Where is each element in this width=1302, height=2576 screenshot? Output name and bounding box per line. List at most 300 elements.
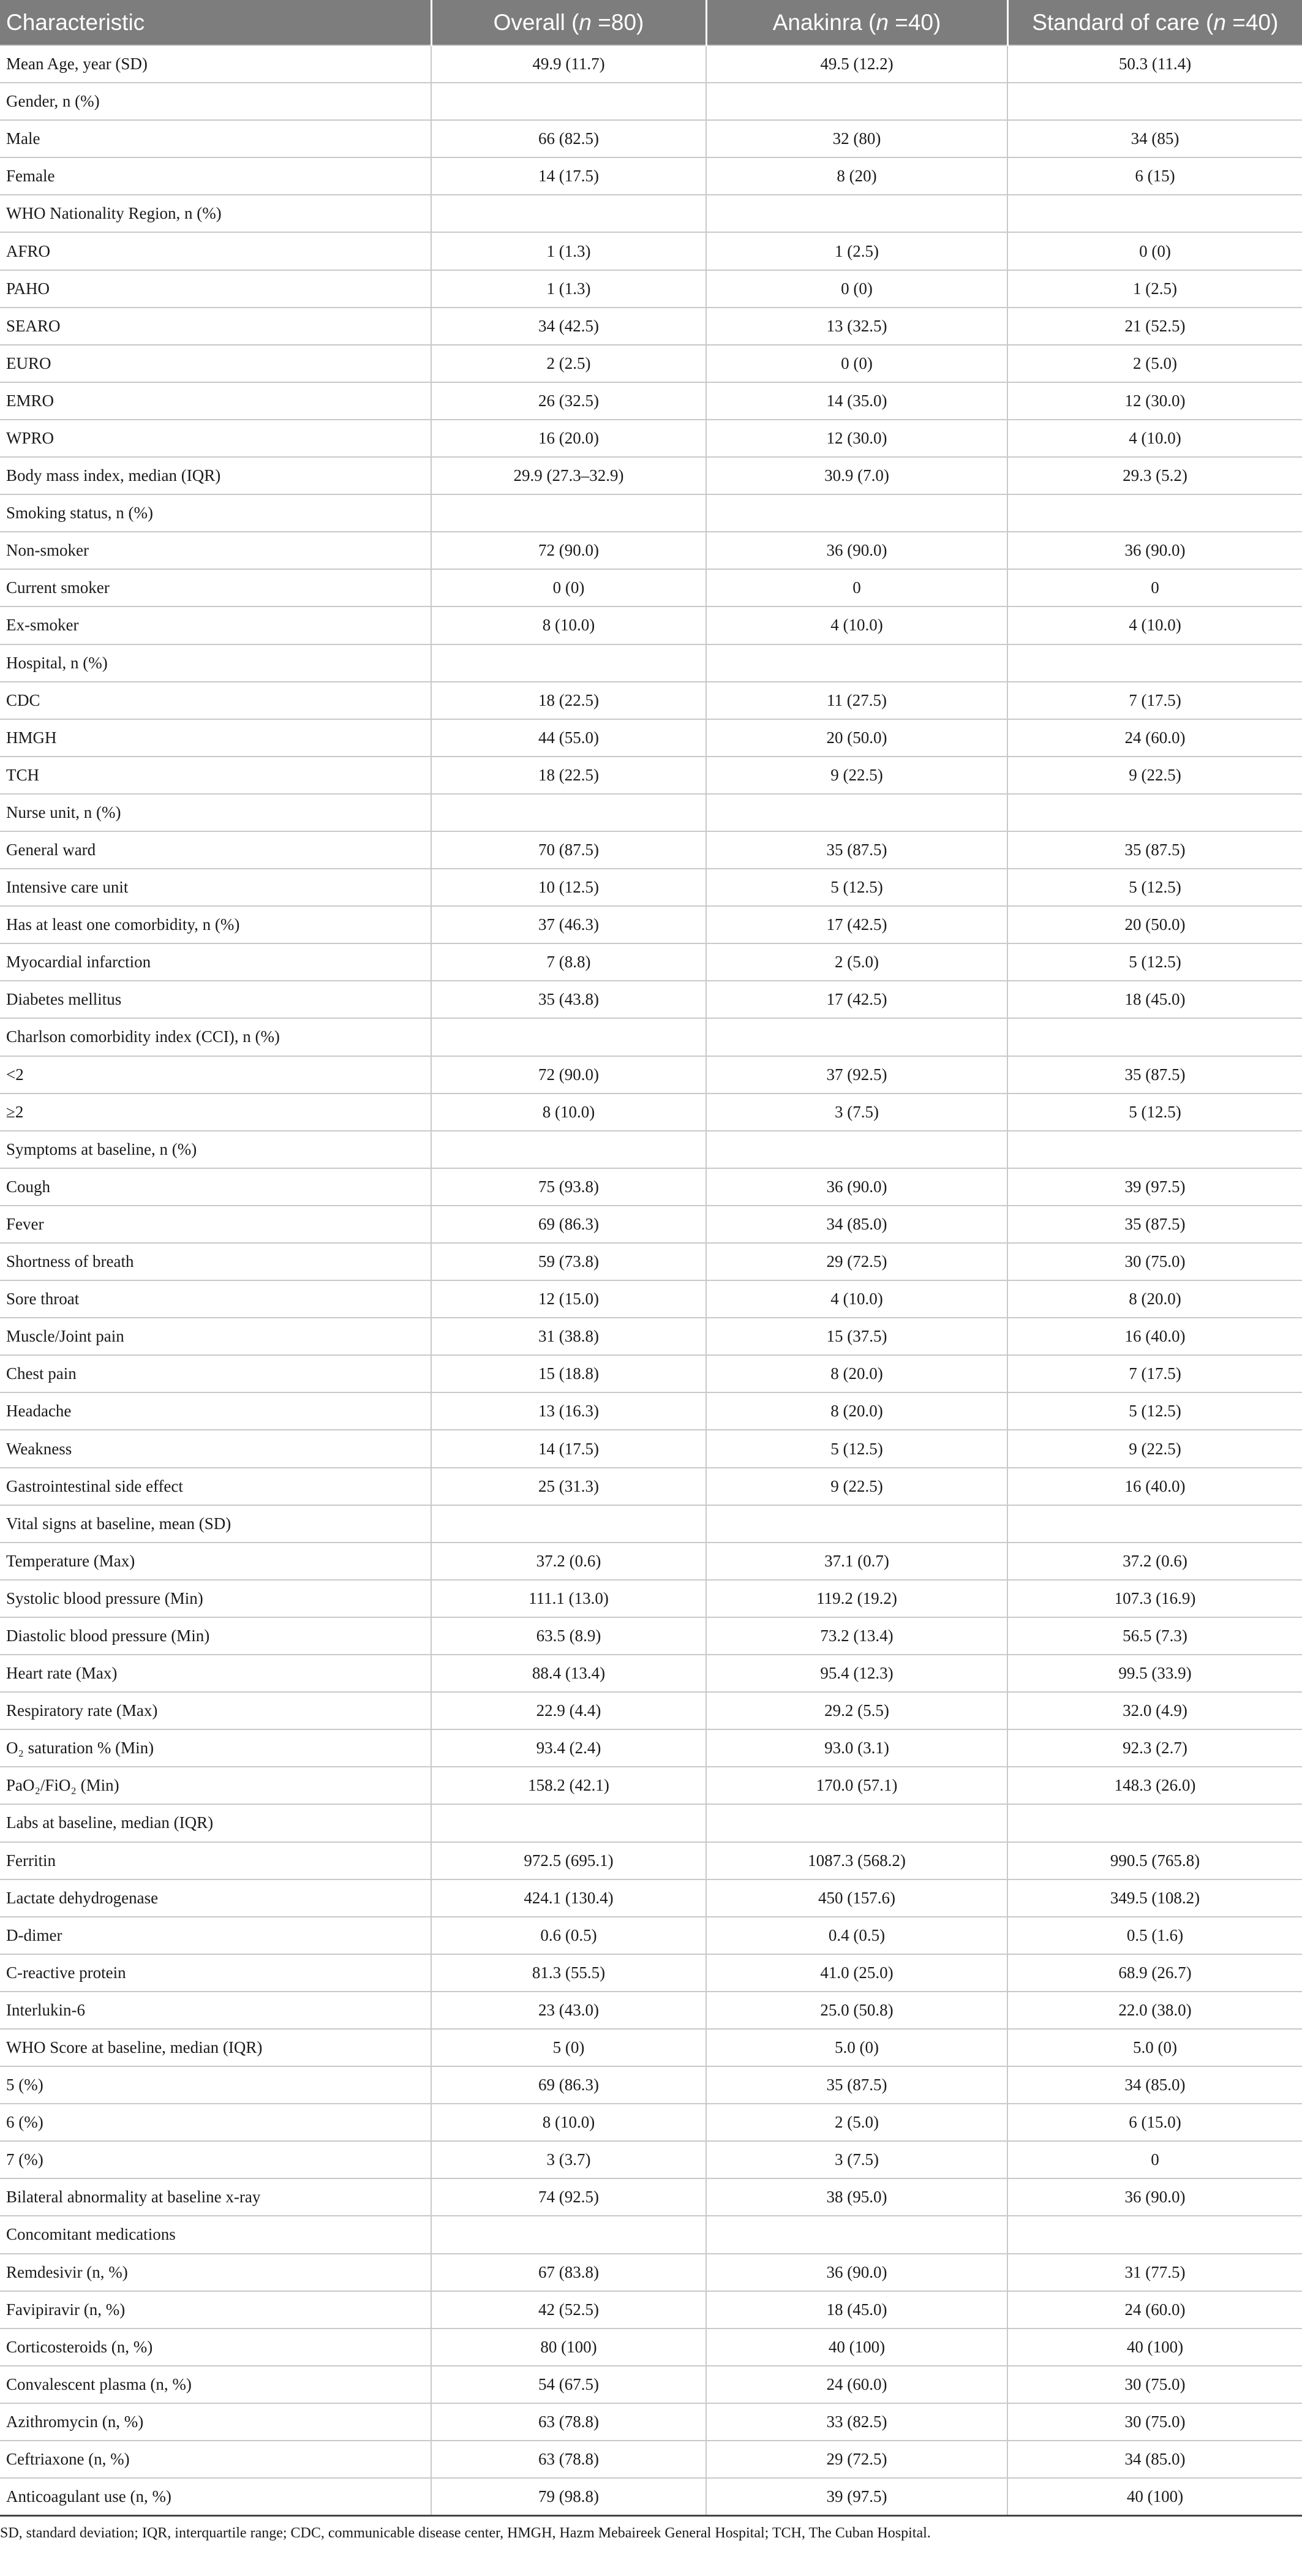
table-row: [0, 1056, 1302, 1093]
cell-overall: 35 (43.8): [431, 981, 706, 1018]
cell-anakinra: 29 (72.5): [706, 2441, 1007, 2478]
cell-anakinra: [706, 494, 1007, 532]
cell-overall: [431, 494, 706, 532]
cell-standard-of-care: 4 (10.0): [1007, 606, 1302, 644]
cell-anakinra: 41.0 (25.0): [706, 1954, 1007, 1992]
cell-overall: 8 (10.0): [431, 2104, 706, 2141]
cell-standard-of-care: 990.5 (765.8): [1007, 1842, 1302, 1879]
cell-overall: 63.5 (8.9): [431, 1617, 706, 1655]
cell-characteristic: WHO Score at baseline, median (IQR): [0, 2029, 431, 2066]
cell-standard-of-care: [1007, 1131, 1302, 1168]
cell-characteristic: Convalescent plasma (n, %): [0, 2366, 431, 2403]
table-row: [0, 1954, 1302, 1992]
cell-overall: [431, 1018, 706, 1056]
cell-overall: 5 (0): [431, 2029, 706, 2066]
table-row: [0, 2291, 1302, 2329]
cell-standard-of-care: 1 (2.5): [1007, 270, 1302, 308]
cell-characteristic: Cough: [0, 1168, 431, 1206]
cell-anakinra: 13 (32.5): [706, 308, 1007, 345]
cell-standard-of-care: 4 (10.0): [1007, 420, 1302, 457]
cell-characteristic: Systolic blood pressure (Min): [0, 1580, 431, 1617]
cell-standard-of-care: 68.9 (26.7): [1007, 1954, 1302, 1992]
cell-characteristic: Chest pain: [0, 1355, 431, 1392]
cell-anakinra: 11 (27.5): [706, 682, 1007, 719]
cell-characteristic: AFRO: [0, 232, 431, 270]
cell-standard-of-care: 35 (87.5): [1007, 1056, 1302, 1093]
cell-standard-of-care: 349.5 (108.2): [1007, 1879, 1302, 1917]
cell-standard-of-care: 37.2 (0.6): [1007, 1543, 1302, 1580]
table-row: [0, 157, 1302, 195]
cell-standard-of-care: 16 (40.0): [1007, 1318, 1302, 1355]
cell-anakinra: 4 (10.0): [706, 606, 1007, 644]
table-row: [0, 2254, 1302, 2291]
cell-standard-of-care: [1007, 195, 1302, 232]
table-row: [0, 757, 1302, 794]
cell-characteristic: 6 (%): [0, 2104, 431, 2141]
cell-standard-of-care: [1007, 1804, 1302, 1841]
table-row: [0, 2029, 1302, 2066]
cell-standard-of-care: [1007, 1018, 1302, 1056]
cell-anakinra: 35 (87.5): [706, 831, 1007, 869]
cell-overall: 37 (46.3): [431, 906, 706, 943]
cell-anakinra: 20 (50.0): [706, 719, 1007, 757]
cell-standard-of-care: 16 (40.0): [1007, 1468, 1302, 1505]
cell-characteristic: Myocardial infarction: [0, 943, 431, 981]
cell-characteristic: Diabetes mellitus: [0, 981, 431, 1018]
cell-overall: 0 (0): [431, 569, 706, 606]
cell-standard-of-care: 56.5 (7.3): [1007, 1617, 1302, 1655]
table-header: [0, 0, 1302, 45]
cell-characteristic: Anticoagulant use (n, %): [0, 2478, 431, 2515]
cell-standard-of-care: 18 (45.0): [1007, 981, 1302, 1018]
cell-standard-of-care: 0: [1007, 2141, 1302, 2178]
cell-anakinra: [706, 1131, 1007, 1168]
cell-standard-of-care: 30 (75.0): [1007, 2366, 1302, 2403]
cell-anakinra: 24 (60.0): [706, 2366, 1007, 2403]
cell-standard-of-care: 21 (52.5): [1007, 308, 1302, 345]
table-row: [0, 1318, 1302, 1355]
table-row: [0, 494, 1302, 532]
cell-anakinra: 25.0 (50.8): [706, 1992, 1007, 2029]
table-row: [0, 345, 1302, 382]
table-row: [0, 1206, 1302, 1243]
table-row: [0, 2104, 1302, 2141]
cell-anakinra: 29.2 (5.5): [706, 1692, 1007, 1729]
cell-characteristic: Gender, n (%): [0, 83, 431, 120]
cell-characteristic: Sore throat: [0, 1280, 431, 1318]
cell-standard-of-care: 5 (12.5): [1007, 1093, 1302, 1131]
cell-anakinra: 0.4 (0.5): [706, 1917, 1007, 1954]
cell-overall: 67 (83.8): [431, 2254, 706, 2291]
table-row: [0, 719, 1302, 757]
cell-standard-of-care: 9 (22.5): [1007, 1430, 1302, 1467]
table-row: [0, 981, 1302, 1018]
table-row: [0, 2178, 1302, 2216]
cell-characteristic: EMRO: [0, 382, 431, 420]
table-row: [0, 270, 1302, 308]
cell-anakinra: 15 (37.5): [706, 1318, 1007, 1355]
cell-characteristic: HMGH: [0, 719, 431, 757]
cell-characteristic: O₂ saturation % (Min): [0, 1729, 431, 1767]
cell-anakinra: 450 (157.6): [706, 1879, 1007, 1917]
cell-standard-of-care: 34 (85): [1007, 120, 1302, 157]
cell-anakinra: 4 (10.0): [706, 1280, 1007, 1318]
cell-anakinra: 18 (45.0): [706, 2291, 1007, 2329]
cell-overall: 14 (17.5): [431, 1430, 706, 1467]
cell-characteristic: Symptoms at baseline, n (%): [0, 1131, 431, 1168]
cell-characteristic: Interlukin-6: [0, 1992, 431, 2029]
header-characteristic: Characteristic: [0, 0, 431, 45]
cell-standard-of-care: 6 (15.0): [1007, 2104, 1302, 2141]
cell-standard-of-care: 20 (50.0): [1007, 906, 1302, 943]
cell-standard-of-care: [1007, 644, 1302, 682]
cell-standard-of-care: 5.0 (0): [1007, 2029, 1302, 2066]
cell-anakinra: 0 (0): [706, 345, 1007, 382]
cell-anakinra: 49.5 (12.2): [706, 45, 1007, 83]
cell-overall: 79 (98.8): [431, 2478, 706, 2515]
cell-characteristic: Corticosteroids (n, %): [0, 2329, 431, 2366]
cell-overall: 29.9 (27.3–32.9): [431, 457, 706, 494]
cell-characteristic: Smoking status, n (%): [0, 494, 431, 532]
cell-overall: [431, 1131, 706, 1168]
table-row: [0, 1093, 1302, 1131]
table-row: [0, 606, 1302, 644]
cell-overall: 13 (16.3): [431, 1392, 706, 1430]
cell-overall: 74 (92.5): [431, 2178, 706, 2216]
table-row: [0, 2441, 1302, 2478]
cell-anakinra: 73.2 (13.4): [706, 1617, 1007, 1655]
cell-characteristic: Lactate dehydrogenase: [0, 1879, 431, 1917]
cell-characteristic: PaO₂/FiO₂ (Min): [0, 1767, 431, 1804]
cell-overall: [431, 195, 706, 232]
table-row: [0, 1842, 1302, 1879]
table-row: [0, 1505, 1302, 1543]
cell-characteristic: Ceftriaxone (n, %): [0, 2441, 431, 2478]
cell-overall: 66 (82.5): [431, 120, 706, 157]
cell-anakinra: 36 (90.0): [706, 2254, 1007, 2291]
cell-standard-of-care: 148.3 (26.0): [1007, 1767, 1302, 1804]
cell-standard-of-care: 5 (12.5): [1007, 869, 1302, 906]
cell-standard-of-care: 36 (90.0): [1007, 2178, 1302, 2216]
cell-standard-of-care: 30 (75.0): [1007, 1243, 1302, 1280]
cell-anakinra: 5.0 (0): [706, 2029, 1007, 2066]
cell-standard-of-care: 7 (17.5): [1007, 1355, 1302, 1392]
cell-anakinra: 29 (72.5): [706, 1243, 1007, 1280]
cell-overall: 972.5 (695.1): [431, 1842, 706, 1879]
cell-characteristic: <2: [0, 1056, 431, 1093]
cell-characteristic: Ferritin: [0, 1842, 431, 1879]
cell-anakinra: [706, 644, 1007, 682]
table-row: [0, 1917, 1302, 1954]
cell-anakinra: 0 (0): [706, 270, 1007, 308]
table-row: [0, 1879, 1302, 1917]
cell-overall: 424.1 (130.4): [431, 1879, 706, 1917]
cell-overall: [431, 1804, 706, 1841]
cell-anakinra: 39 (97.5): [706, 2478, 1007, 2515]
cell-overall: 31 (38.8): [431, 1318, 706, 1355]
table-row: [0, 1692, 1302, 1729]
cell-anakinra: 35 (87.5): [706, 2066, 1007, 2104]
cell-anakinra: 5 (12.5): [706, 1430, 1007, 1467]
table-row: [0, 532, 1302, 569]
table-row: [0, 2066, 1302, 2104]
cell-standard-of-care: 7 (17.5): [1007, 682, 1302, 719]
cell-overall: 63 (78.8): [431, 2403, 706, 2441]
cell-characteristic: Labs at baseline, median (IQR): [0, 1804, 431, 1841]
cell-standard-of-care: 39 (97.5): [1007, 1168, 1302, 1206]
cell-overall: 63 (78.8): [431, 2441, 706, 2478]
cell-characteristic: Non-smoker: [0, 532, 431, 569]
cell-anakinra: 1 (2.5): [706, 232, 1007, 270]
cell-anakinra: 17 (42.5): [706, 981, 1007, 1018]
cell-standard-of-care: 30 (75.0): [1007, 2403, 1302, 2441]
cell-characteristic: Nurse unit, n (%): [0, 794, 431, 831]
table-row: [0, 2403, 1302, 2441]
table-row: [0, 1430, 1302, 1467]
cell-anakinra: [706, 794, 1007, 831]
cell-characteristic: D-dimer: [0, 1917, 431, 1954]
cell-overall: 1 (1.3): [431, 232, 706, 270]
cell-characteristic: Heart rate (Max): [0, 1655, 431, 1692]
cell-overall: 15 (18.8): [431, 1355, 706, 1392]
table-row: [0, 1355, 1302, 1392]
cell-anakinra: 14 (35.0): [706, 382, 1007, 420]
cell-characteristic: PAHO: [0, 270, 431, 308]
cell-overall: 69 (86.3): [431, 2066, 706, 2104]
cell-anakinra: [706, 195, 1007, 232]
cell-overall: 111.1 (13.0): [431, 1580, 706, 1617]
cell-anakinra: 8 (20.0): [706, 1392, 1007, 1430]
cell-anakinra: 38 (95.0): [706, 2178, 1007, 2216]
cell-anakinra: 9 (22.5): [706, 1468, 1007, 1505]
cell-standard-of-care: 5 (12.5): [1007, 943, 1302, 981]
table-row: [0, 195, 1302, 232]
cell-characteristic: Muscle/Joint pain: [0, 1318, 431, 1355]
cell-overall: 18 (22.5): [431, 682, 706, 719]
table-row: [0, 2478, 1302, 2515]
cell-anakinra: 32 (80): [706, 120, 1007, 157]
cell-standard-of-care: 34 (85.0): [1007, 2441, 1302, 2478]
cell-standard-of-care: 34 (85.0): [1007, 2066, 1302, 2104]
table-row: [0, 1580, 1302, 1617]
cell-characteristic: Weakness: [0, 1430, 431, 1467]
cell-anakinra: [706, 1505, 1007, 1543]
header-row: [0, 0, 1302, 45]
cell-characteristic: Female: [0, 157, 431, 195]
cell-standard-of-care: 40 (100): [1007, 2329, 1302, 2366]
cell-characteristic: WHO Nationality Region, n (%): [0, 195, 431, 232]
table-row: [0, 45, 1302, 83]
cell-standard-of-care: 35 (87.5): [1007, 831, 1302, 869]
cell-characteristic: Mean Age, year (SD): [0, 45, 431, 83]
cell-standard-of-care: 0.5 (1.6): [1007, 1917, 1302, 1954]
table-row: [0, 1767, 1302, 1804]
table-row: [0, 382, 1302, 420]
cell-characteristic: Hospital, n (%): [0, 644, 431, 682]
cell-characteristic: WPRO: [0, 420, 431, 457]
cell-anakinra: [706, 1804, 1007, 1841]
cell-standard-of-care: 8 (20.0): [1007, 1280, 1302, 1318]
cell-characteristic: Intensive care unit: [0, 869, 431, 906]
cell-anakinra: 34 (85.0): [706, 1206, 1007, 1243]
table-row: [0, 232, 1302, 270]
cell-overall: 34 (42.5): [431, 308, 706, 345]
cell-standard-of-care: 92.3 (2.7): [1007, 1729, 1302, 1767]
cell-anakinra: 5 (12.5): [706, 869, 1007, 906]
cell-anakinra: 36 (90.0): [706, 532, 1007, 569]
cell-overall: 70 (87.5): [431, 831, 706, 869]
cell-characteristic: Male: [0, 120, 431, 157]
cell-standard-of-care: 5 (12.5): [1007, 1392, 1302, 1430]
table-row: [0, 2366, 1302, 2403]
cell-characteristic: Body mass index, median (IQR): [0, 457, 431, 494]
cell-overall: [431, 83, 706, 120]
cell-overall: 75 (93.8): [431, 1168, 706, 1206]
cell-characteristic: C-reactive protein: [0, 1954, 431, 1992]
cell-standard-of-care: 40 (100): [1007, 2478, 1302, 2515]
table-row: [0, 420, 1302, 457]
cell-standard-of-care: [1007, 1505, 1302, 1543]
cell-overall: 7 (8.8): [431, 943, 706, 981]
cell-anakinra: 17 (42.5): [706, 906, 1007, 943]
cell-characteristic: CDC: [0, 682, 431, 719]
table-row: [0, 1280, 1302, 1318]
cell-standard-of-care: 24 (60.0): [1007, 2291, 1302, 2329]
cell-anakinra: 30.9 (7.0): [706, 457, 1007, 494]
cell-anakinra: [706, 2216, 1007, 2253]
cell-anakinra: 9 (22.5): [706, 757, 1007, 794]
cell-anakinra: 119.2 (19.2): [706, 1580, 1007, 1617]
cell-characteristic: Azithromycin (n, %): [0, 2403, 431, 2441]
cell-characteristic: 5 (%): [0, 2066, 431, 2104]
table-row: [0, 906, 1302, 943]
table-row: [0, 569, 1302, 606]
cell-standard-of-care: 99.5 (33.9): [1007, 1655, 1302, 1692]
table-row: [0, 1243, 1302, 1280]
cell-overall: 54 (67.5): [431, 2366, 706, 2403]
cell-standard-of-care: [1007, 794, 1302, 831]
table-row: [0, 308, 1302, 345]
cell-overall: 1 (1.3): [431, 270, 706, 308]
cell-standard-of-care: 9 (22.5): [1007, 757, 1302, 794]
cell-overall: 26 (32.5): [431, 382, 706, 420]
cell-characteristic: ≥2: [0, 1093, 431, 1131]
cell-characteristic: Bilateral abnormality at baseline x-ray: [0, 2178, 431, 2216]
cell-anakinra: 37 (92.5): [706, 1056, 1007, 1093]
header-overall: Overall (n =80): [431, 0, 706, 45]
cell-standard-of-care: 35 (87.5): [1007, 1206, 1302, 1243]
cell-overall: 59 (73.8): [431, 1243, 706, 1280]
cell-characteristic: Fever: [0, 1206, 431, 1243]
cell-standard-of-care: 0: [1007, 569, 1302, 606]
cell-standard-of-care: 50.3 (11.4): [1007, 45, 1302, 83]
table-body: [0, 45, 1302, 2515]
table-row: [0, 1729, 1302, 1767]
table-row: [0, 2329, 1302, 2366]
cell-overall: 25 (31.3): [431, 1468, 706, 1505]
table-row: [0, 1018, 1302, 1056]
header-standard-of-care: Standard of care (n =40): [1032, 9, 1279, 35]
cell-characteristic: Remdesivir (n, %): [0, 2254, 431, 2291]
cell-anakinra: 170.0 (57.1): [706, 1767, 1007, 1804]
cell-anakinra: 93.0 (3.1): [706, 1729, 1007, 1767]
cell-anakinra: 8 (20.0): [706, 1355, 1007, 1392]
cell-characteristic: Temperature (Max): [0, 1543, 431, 1580]
cell-overall: 0.6 (0.5): [431, 1917, 706, 1954]
cell-overall: 72 (90.0): [431, 532, 706, 569]
cell-overall: 23 (43.0): [431, 1992, 706, 2029]
cell-overall: 14 (17.5): [431, 157, 706, 195]
cell-overall: 12 (15.0): [431, 1280, 706, 1318]
cell-anakinra: 3 (7.5): [706, 1093, 1007, 1131]
table-row: [0, 1655, 1302, 1692]
table-row: [0, 1543, 1302, 1580]
cell-standard-of-care: [1007, 494, 1302, 532]
cell-standard-of-care: 36 (90.0): [1007, 532, 1302, 569]
cell-overall: 2 (2.5): [431, 345, 706, 382]
table-row: [0, 1468, 1302, 1505]
cell-overall: 49.9 (11.7): [431, 45, 706, 83]
table-row: [0, 644, 1302, 682]
table-row: [0, 794, 1302, 831]
cell-characteristic: Current smoker: [0, 569, 431, 606]
cell-overall: 37.2 (0.6): [431, 1543, 706, 1580]
cell-characteristic: Vital signs at baseline, mean (SD): [0, 1505, 431, 1543]
cell-characteristic: Headache: [0, 1392, 431, 1430]
table-row: [0, 2141, 1302, 2178]
cell-anakinra: [706, 83, 1007, 120]
cell-overall: 81.3 (55.5): [431, 1954, 706, 1992]
cell-anakinra: 95.4 (12.3): [706, 1655, 1007, 1692]
table-row: [0, 2216, 1302, 2253]
table-row: [0, 1617, 1302, 1655]
cell-standard-of-care: 32.0 (4.9): [1007, 1692, 1302, 1729]
cell-anakinra: 8 (20): [706, 157, 1007, 195]
cell-characteristic: Gastrointestinal side effect: [0, 1468, 431, 1505]
table-row: [0, 943, 1302, 981]
cell-characteristic: TCH: [0, 757, 431, 794]
cell-overall: 44 (55.0): [431, 719, 706, 757]
cell-characteristic: Concomitant medications: [0, 2216, 431, 2253]
cell-standard-of-care: 2 (5.0): [1007, 345, 1302, 382]
cell-overall: 72 (90.0): [431, 1056, 706, 1093]
cell-overall: 93.4 (2.4): [431, 1729, 706, 1767]
cell-characteristic: Has at least one comorbidity, n (%): [0, 906, 431, 943]
table-row: [0, 83, 1302, 120]
cell-overall: 69 (86.3): [431, 1206, 706, 1243]
cell-overall: [431, 2216, 706, 2253]
cell-standard-of-care: 31 (77.5): [1007, 2254, 1302, 2291]
table-row: [0, 1168, 1302, 1206]
cell-overall: 3 (3.7): [431, 2141, 706, 2178]
cell-overall: [431, 1505, 706, 1543]
table-row: [0, 831, 1302, 869]
cell-characteristic: 7 (%): [0, 2141, 431, 2178]
cell-overall: 88.4 (13.4): [431, 1655, 706, 1692]
cell-standard-of-care: 29.3 (5.2): [1007, 457, 1302, 494]
header-anakinra: Anakinra (n =40): [706, 0, 1007, 45]
cell-overall: [431, 794, 706, 831]
cell-anakinra: 37.1 (0.7): [706, 1543, 1007, 1580]
cell-standard-of-care: 107.3 (16.9): [1007, 1580, 1302, 1617]
cell-overall: 8 (10.0): [431, 606, 706, 644]
cell-characteristic: Charlson comorbidity index (CCI), n (%): [0, 1018, 431, 1056]
cell-overall: 42 (52.5): [431, 2291, 706, 2329]
cell-anakinra: 1087.3 (568.2): [706, 1842, 1007, 1879]
table-row: [0, 1392, 1302, 1430]
table-row: [0, 682, 1302, 719]
cell-standard-of-care: 12 (30.0): [1007, 382, 1302, 420]
